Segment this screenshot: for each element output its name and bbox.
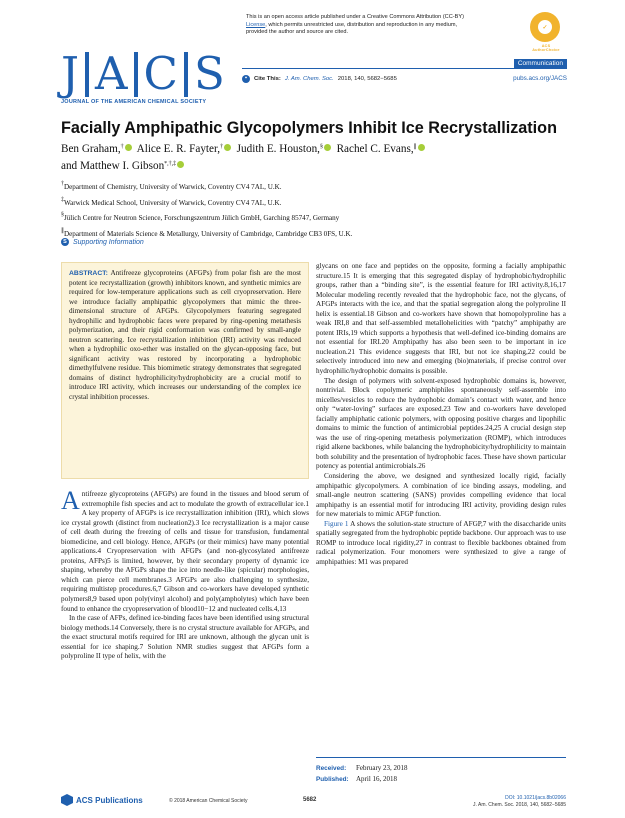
drop-cap: A	[61, 486, 80, 515]
received-label: Received:	[316, 765, 347, 772]
body-paragraph: In the case of AFPs, defined ice-binding faces have been identified using structural biology methods.14 Conversely, there is no crystal structure available for AFGPs, and the exact structural motifs required for IRI are unknown, although the glycan unit is essential for ice shaping.7 Solution NMR studies suggest that AFGPs form a polyproline II type of helix, with the	[61, 614, 309, 661]
acs-publications-logo[interactable]	[61, 794, 143, 806]
article-title: Facially Amphipathic Glycopolymers Inhibit Ice Recrystallization	[61, 119, 557, 137]
orcid-icon[interactable]	[324, 144, 331, 151]
logo-letter-a: A	[95, 47, 128, 100]
acs-authorchoice-badge	[530, 12, 560, 42]
open-access-line2: , which permits unrestricted use, distribution and reproduction in any medium,	[265, 21, 458, 28]
section-tag: Communication	[514, 59, 567, 69]
author-name[interactable]: Rachel C. Evans,	[336, 143, 414, 155]
affiliation-text: Jülich Centre for Neutron Science, Forschungszentrum Jülich GmbH, Garching 85747, Germany	[64, 214, 340, 222]
author-affil-mark: *,†,‡	[164, 161, 177, 167]
affiliation	[61, 178, 566, 194]
author-name[interactable]: Matthew I. Gibson	[79, 160, 165, 172]
author-name[interactable]: Alice E. R. Fayter,	[136, 143, 221, 155]
affiliation-mark: ∥	[61, 227, 64, 234]
affiliation-text: Department of Chemistry, University of Warwick, Coventry CV4 7AL, U.K.	[64, 183, 282, 191]
page-footer	[61, 794, 566, 814]
journal-reference: J. Am. Chem. Soc. 2018, 140, 5682−5685	[473, 802, 566, 808]
logo-letter-c: C	[143, 47, 178, 100]
author-conjunction: and	[61, 160, 80, 172]
affiliation	[61, 209, 566, 225]
abstract-label: ABSTRACT:	[69, 270, 108, 277]
doi-link[interactable]: DOI: 10.1021/jacs.8b02066	[505, 795, 566, 801]
author-list	[61, 140, 566, 174]
published-date: April 16, 2018	[356, 775, 398, 783]
open-lock-icon: ✓	[535, 17, 555, 37]
left-column-body	[61, 486, 309, 662]
right-column-body	[316, 262, 566, 568]
cite-icon: ❝	[242, 75, 250, 83]
received-date: February 23, 2018	[356, 764, 408, 772]
body-paragraph: ntifreeze glycoproteins (AFGPs) are found in the tissues and blood serum of extremophile fish species and act to modulate the growth of extracellular ice.1 A key property of AFGPs is ice recrystallization inhibition (IRI), which slows ice crystal growth (distinct from nucleation2).3 Ice recrystallization is a major cause of cell death during the freezing of cells and tissue for transfusion, fundamental biomedicine, and cell biology. Hence, AFGPs (or their mimics) have many potential applications.4 Cryopreservation with AFGPs (and non-glycosylated antifreeze proteins, AFPs)5 is limited, however, by their secondary property of dynamic ice shaping, whereby the AFGPs shape the ice into needle-like (spicular) morphologies, which can pierce cell membranes.3 AFGPs are also challenging to synthesize, requiring multistep procedures.6,7 Gibson and co-workers have developed synthetic polymers8,9 based upon poly(vinyl alcohol) and poly(ampholytes) which have been found to enhance the cryopreservation of blood10−12 and nucleated cells.4,13	[61, 490, 309, 613]
logo-divider	[184, 52, 188, 97]
cite-label: Cite This:	[254, 76, 281, 82]
orcid-icon[interactable]	[418, 144, 425, 151]
license-link[interactable]: License	[246, 21, 266, 28]
orcid-icon[interactable]	[224, 144, 231, 151]
logo-divider	[85, 52, 89, 97]
figure-1-link[interactable]: Figure 1	[324, 519, 349, 528]
orcid-icon[interactable]	[177, 161, 184, 168]
author-name[interactable]: Ben Graham,	[61, 143, 121, 155]
section-rule	[242, 60, 567, 69]
supporting-info-label: Supporting Information	[73, 238, 144, 246]
abstract-text: Antifreeze glycoproteins (AFGPs) from polar fish are the most potent ice recrystallization (growth) inhibitors known, and synthetic mimics are required for low-temperature applications such as cell cryopreservation. Here we introduce facially amphipathic glycopolymers that mimic the three-dimensional structure of AFGPs. Glycopolymers featuring segregated hydrophilic and hydrophobic faces were prepared by ring-opening metathesis polymerization, and their rigid conformation was confirmed by small-angle neutron scattering. Ice recrystallization inhibition (IRI) activity was reduced when a hydrophilic oxo-ether was installed on the glycan-opposing face, but significant activity was restored by incorporating a hydrophobic dimethylfulvene residue. This biomimetic strategy demonstrates that segregated domains of distinct hydrophilicity/hydrophobicity are a crucial motif to introduce IRI activity, which increases our understanding of the complex ice crystal inhibition processes.	[69, 269, 301, 401]
author-line-1	[61, 140, 566, 157]
logo-divider	[134, 52, 138, 97]
supporting-info-link[interactable]	[61, 238, 144, 246]
cite-journal: J. Am. Chem. Soc.	[284, 76, 334, 82]
author-affil-mark: †	[120, 144, 124, 150]
jacs-logo[interactable]	[61, 47, 225, 100]
body-paragraph: glycans on one face and peptides on the opposite, forming a facially amphipathic structure.15 It is emerging that this segregated display of hydrophobic/hydrophilic groups, rather than a “binding site”, is the essential feature for IRI activity.8,16,17 Molecular modeling recently revealed that the hydrophobic face, not the glycans, of AFGPs interacts with the ice, and that the spatial segregation along the polyproline II helix is essential.18 Gibson and co-workers have shown that homopolyproline has a weak IRI,8 and that self-assembled metallohelicities with “patchy” amphipathy are potent IRIs,19 which supports a hypothesis that well-defined ice-binding domains are not essential for IRI.20 Amphipathy has also been seen to be important in ice nucleation.21 This evidence suggests that IRI, but not ice shaping,22 could be selectively introduced into new and emerging (bio)materials, if precise control over hydrophilic/hydrophobic domains is possible.	[316, 262, 566, 376]
journal-url[interactable]: pubs.acs.org/JACS	[513, 75, 567, 82]
author-name[interactable]: Judith E. Houston,	[236, 143, 320, 155]
logo-letter-s: S	[193, 47, 225, 100]
body-paragraph: A shows the solution-state structure of AFGP,7 with the disaccharide units spatially segregated from the hydrophobic peptide backbone. Our approach was to use ROMP to introduce local rigidity,27 in contrast to flexible backbones obtained from radical polymerization. Four monomers were synthesized to give a range of amphipathies: M1 was prepared	[316, 519, 567, 566]
open-access-line3: provided the author and source are cited.	[246, 29, 348, 36]
affiliation	[61, 194, 566, 210]
cite-this[interactable]	[242, 75, 397, 83]
page-number: 5682	[303, 797, 317, 803]
affiliation-text: Warwick Medical School, University of Warwick, Coventry CV4 7AL, U.K.	[64, 198, 282, 207]
doi-block	[473, 795, 566, 809]
journal-subtitle: JOURNAL OF THE AMERICAN CHEMICAL SOCIETY	[61, 99, 207, 105]
publication-dates	[316, 757, 566, 785]
author-affil-mark: †	[220, 144, 224, 150]
open-access-line1: This is an open access article published under a Creative Commons Attribution (CC-BY)	[246, 14, 464, 20]
author-affil-mark: §	[319, 144, 323, 150]
affiliations	[61, 178, 566, 240]
published-label: Published:	[316, 776, 349, 783]
authorchoice-label: ACS AuthorChoice	[532, 44, 560, 52]
supporting-info-icon: S	[61, 238, 69, 246]
logo-letter-j: J	[61, 47, 80, 100]
body-paragraph: Considering the above, we designed and synthesized locally rigid, facially amphipathic glycopolymers. A combination of ice binding assays, modeling, and small-angle neutron scattering (SANS) provides compelling evidence that local amphipathy is an essential motif for introducing IRI activity, providing design rules for new materials to mimic AFGP function.	[316, 472, 566, 519]
open-access-notice	[246, 14, 516, 37]
cite-details: 2018, 140, 5682−5685	[337, 76, 397, 82]
abstract-box	[61, 262, 309, 479]
author-affil-mark: ∥	[413, 144, 417, 150]
copyright: © 2018 American Chemical Society	[169, 798, 248, 804]
affiliation-mark: ‡	[61, 196, 64, 203]
affiliation-text: Department of Materials Science & Metallurgy, University of Cambridge, Cambridge CB3 0FS, U.K.	[64, 229, 353, 238]
orcid-icon[interactable]	[125, 144, 132, 151]
affiliation-mark: §	[61, 212, 64, 218]
author-line-2	[61, 157, 566, 174]
publisher-name: ACS Publications	[76, 795, 143, 805]
body-paragraph: The design of polymers with solvent-exposed hydrophobic domains is, however, nontrivial. Block copolymeric amphiphiles spontaneously self-assemble into micelles/vesicles to reduce the hydrophobic domain’s contact with water, and hence only “water-loving” surfaces are exposed.23 Tew and co-workers have developed facially amphiphatic cationic polymers, with opposing positive charges and lipophilic domains to mimic the function of antimicrobial peptides.24,25 A crucial design step was the use of ring-opening metathesis polymerization (ROMP), which introduces rigid alkene backbones, while balancing the hydrophobicity/hydrophilicity to maintain both solubility and the presentation of hydrophobic faces. These have shown particular potency as potential antimicrobials.26	[316, 376, 566, 471]
acs-hex-icon	[61, 794, 73, 806]
affiliation-mark: †	[61, 181, 64, 187]
